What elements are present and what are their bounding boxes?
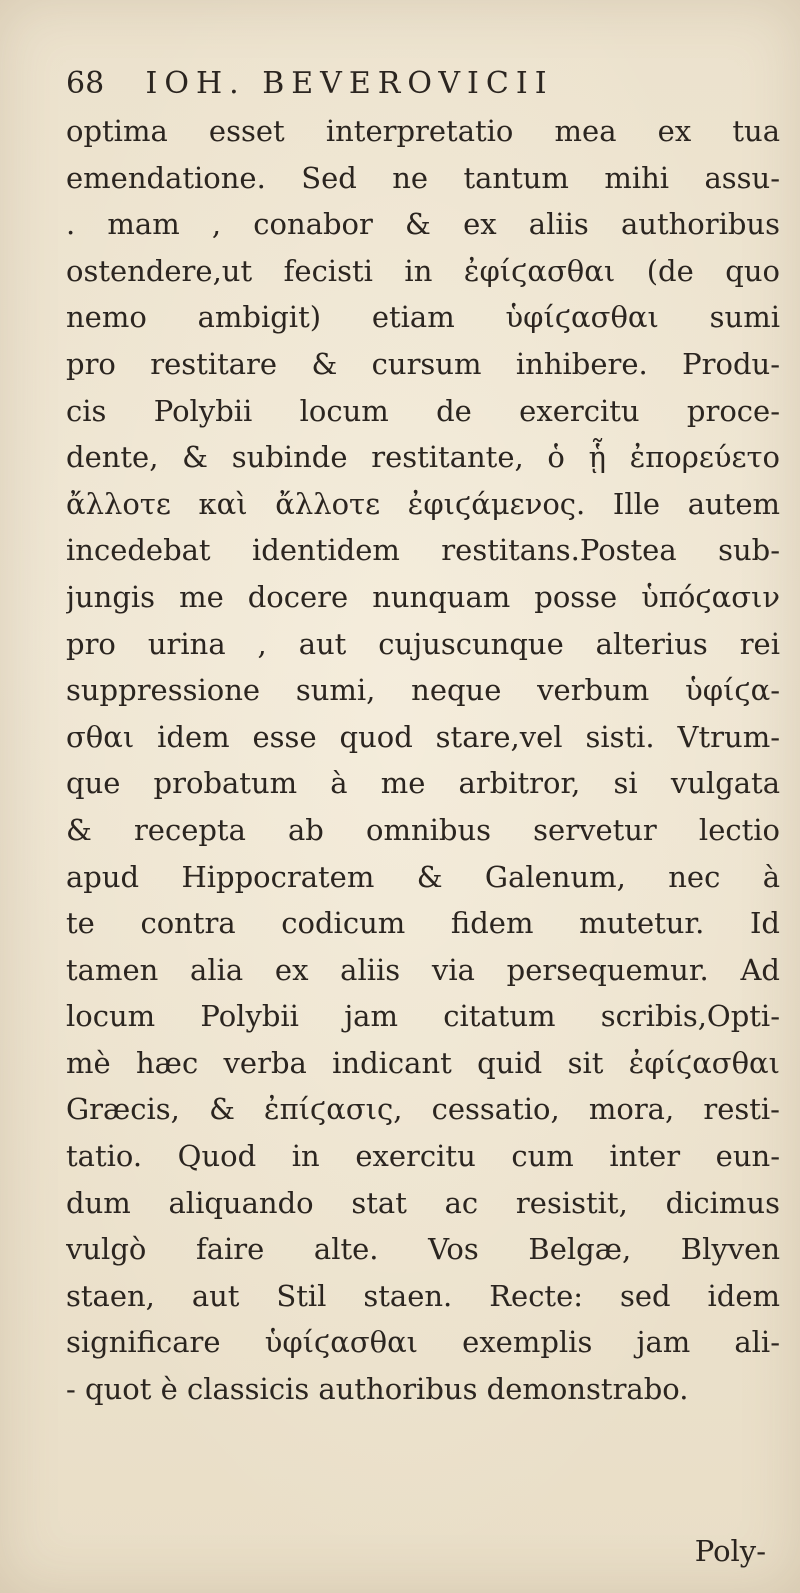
text-line: cis Polybii locum de exercitu proce- bbox=[66, 393, 780, 428]
text-line: nemo ambigit) etiam ὑφίϛασθαι sumi bbox=[66, 300, 780, 335]
text-line: apud Hippocratem & Galenum, nec à bbox=[66, 859, 780, 894]
text-line: vulgò faire alte. Vos Belgæ, Blyven bbox=[66, 1232, 780, 1267]
text-line: staen, aut Stil staen. Recte: sed idem bbox=[66, 1278, 780, 1313]
text-line: tamen alia ex aliis via persequemur. Ad bbox=[66, 952, 780, 987]
text-line: & recepta ab omnibus servetur lectio bbox=[66, 812, 780, 847]
text-line: te contra codicum fidem mutetur. Id bbox=[66, 906, 780, 941]
text-line: optima esset interpretatio mea ex tua bbox=[66, 114, 780, 148]
catchword: Poly- bbox=[694, 1534, 766, 1568]
text-line: - quot è classicis authoribus demonstrabo. bbox=[66, 1372, 689, 1407]
text-line: jungis me docere nunquam posse ὑπόϛασιν bbox=[66, 579, 780, 614]
text-line: significare ὑφίϛασθαι exemplis jam ali- bbox=[66, 1325, 780, 1360]
text-line: que probatum à me arbitror, si vulgata bbox=[66, 766, 780, 801]
text-line: pro urina , aut cujuscunque alterius rei bbox=[66, 626, 780, 661]
text-line: dente, & subinde restitante, ὁ ᾗ ἐπορεύετο bbox=[66, 440, 780, 475]
text-line: ostendere,ut fecisti in ἐφίϛασθαι (de quo bbox=[66, 253, 780, 288]
text-line: dum aliquando stat ac resistit, dicimus bbox=[66, 1185, 780, 1220]
page-number: 68 bbox=[66, 66, 105, 101]
text-line: mè hæc verba indicant quid sit ἐφίϛασθαι bbox=[66, 1045, 780, 1080]
text-line: σθαι idem esse quod stare,vel sisti. Vtrum- bbox=[66, 719, 780, 754]
text-line: emendatione. Sed ne tantum mihi assu- bbox=[66, 160, 780, 195]
text-line: ἄλλοτε καὶ ἄλλοτε ἐφιϛάμενος. Ille autem bbox=[66, 486, 780, 521]
text-line: pro restitare & cursum inhibere. Produ- bbox=[66, 346, 780, 381]
body-text bbox=[66, 108, 780, 1413]
text-line: Græcis, & ἐπίϛασις, cessatio, mora, resti- bbox=[66, 1092, 780, 1127]
text-line: tatio. Quod in exercitu cum inter eun- bbox=[66, 1139, 780, 1174]
text-line: suppressione sumi, neque verbum ὑφίϛα- bbox=[66, 673, 780, 708]
text-line: incedebat identidem restitans.Postea sub- bbox=[66, 533, 780, 568]
text-line: . mam , conabor & ex aliis authoribus bbox=[66, 207, 780, 242]
running-title: IOH. BEVEROVICII bbox=[145, 66, 554, 101]
text-line: locum Polybii jam citatum scribis,Opti- bbox=[66, 999, 780, 1034]
